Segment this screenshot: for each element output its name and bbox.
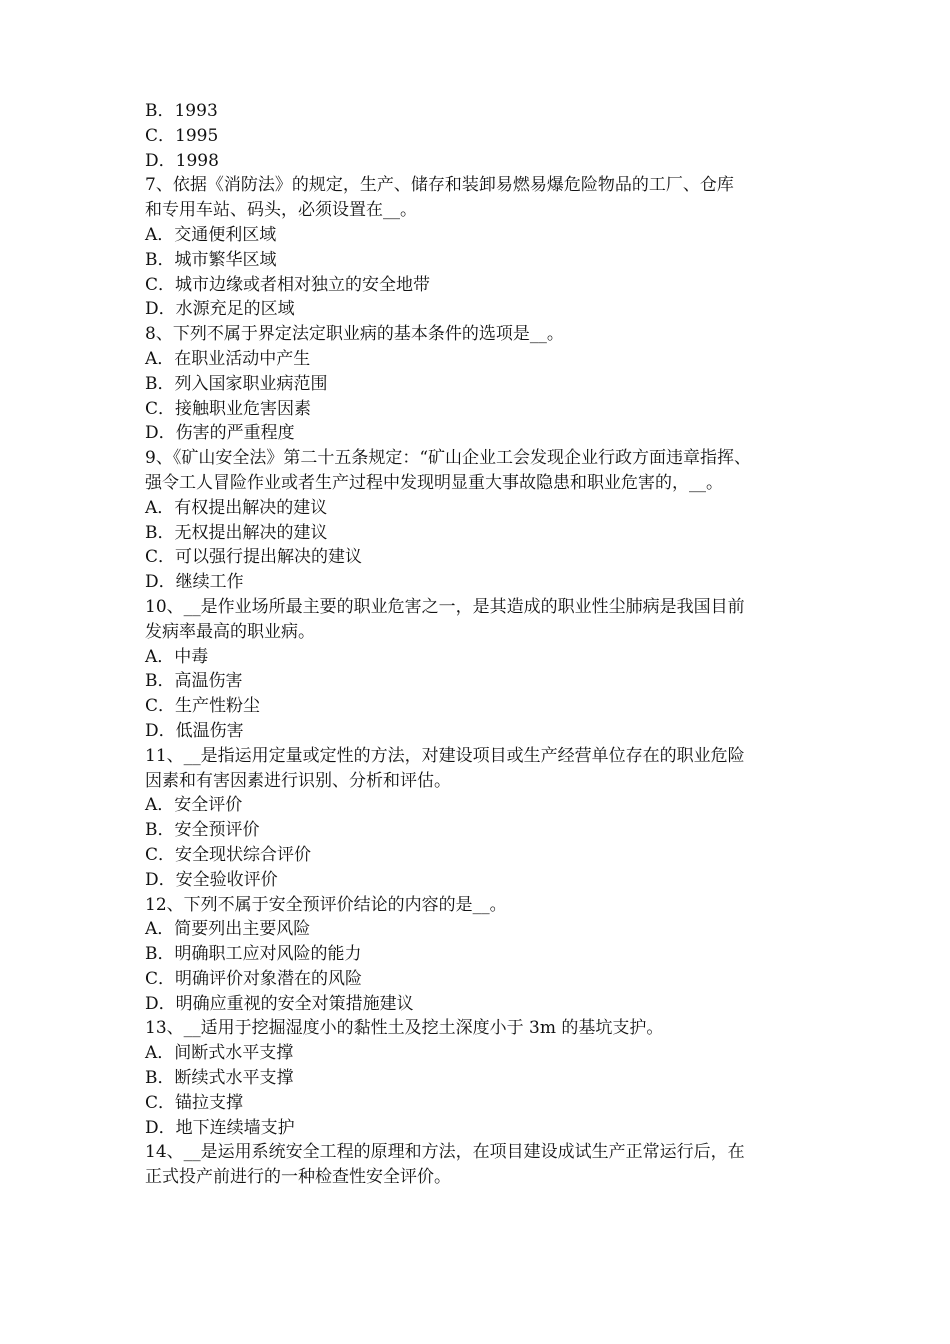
question-7 — [145, 173, 810, 322]
document-page — [145, 99, 810, 1190]
option-line: B．安全预评价 — [145, 820, 260, 841]
question-text: 11、__是指运用定量或定性的方法，对建设项目或生产经营单位存在的职业危险 — [145, 745, 745, 766]
option-line: B．1993 — [145, 101, 218, 121]
option-line: D．继续工作 — [145, 572, 244, 593]
option-line: A．有权提出解决的建议 — [145, 497, 328, 518]
question-9 — [145, 446, 810, 595]
question-8 — [145, 322, 810, 446]
option-line: D．伤害的严重程度 — [145, 423, 295, 444]
option-line: C．接触职业危害因素 — [145, 398, 312, 419]
option-line: B．断续式水平支撑 — [145, 1068, 294, 1089]
option-line: A．安全评价 — [145, 795, 243, 816]
question-13 — [145, 1016, 810, 1140]
question-text: 10、__是作业场所最主要的职业危害之一，是其造成的职业性尘肺病是我国目前 — [145, 596, 745, 617]
option-line: C．1995 — [145, 125, 219, 146]
option-line: D．明确应重视的安全对策措施建议 — [145, 993, 414, 1014]
option-line: D．安全验收评价 — [145, 869, 278, 890]
question-text: 发病率最高的职业病。 — [145, 621, 315, 642]
option-line: D．低温伤害 — [145, 720, 244, 741]
question-text: 8、下列不属于界定法定职业病的基本条件的选项是__。 — [145, 324, 564, 345]
option-line: B．明确职工应对风险的能力 — [145, 944, 362, 965]
question-text: 9、《矿山安全法》第二十五条规定：“矿山企业工会发现企业行政方面违章指挥、 — [145, 448, 752, 469]
question-text: 和专用车站、码头，必须设置在__。 — [145, 200, 417, 221]
question-text: 12、下列不属于安全预评价结论的内容的是__。 — [145, 894, 507, 915]
question-12 — [145, 893, 810, 1017]
lead-options — [145, 99, 810, 173]
option-line: B．城市繁华区域 — [145, 249, 277, 270]
option-line: C．锚拉支撑 — [145, 1092, 244, 1113]
option-line: C．安全现状综合评价 — [145, 844, 312, 865]
option-line: C．生产性粉尘 — [145, 696, 261, 717]
option-line: B．高温伤害 — [145, 671, 243, 692]
question-10 — [145, 595, 810, 744]
question-text: 正式投产前进行的一种检查性安全评价。 — [145, 1167, 451, 1188]
option-line: A．中毒 — [145, 646, 209, 667]
option-line: C．可以强行提出解决的建议 — [145, 547, 363, 568]
question-text: 7、依据《消防法》的规定，生产、储存和装卸易燃易爆危险物品的工厂、仓库 — [145, 175, 734, 196]
question-text: 强令工人冒险作业或者生产过程中发现明显重大事故隐患和职业危害的，__。 — [145, 472, 723, 493]
option-line: D．水源充足的区域 — [145, 299, 295, 320]
question-text: 14、__是运用系统安全工程的原理和方法，在项目建设成试生产正常运行后，在 — [145, 1142, 745, 1163]
question-text: 13、__适用于挖掘湿度小的黏性土及挖土深度小于 3m 的基坑支护。 — [145, 1018, 664, 1039]
option-line: A．交通便利区域 — [145, 224, 277, 245]
question-11 — [145, 744, 810, 893]
option-line: A．间断式水平支撑 — [145, 1043, 294, 1064]
option-line: D．1998 — [145, 150, 219, 171]
option-line: A．在职业活动中产生 — [145, 348, 311, 369]
question-14 — [145, 1140, 810, 1190]
option-line: A．简要列出主要风险 — [145, 919, 311, 940]
option-line: C．明确评价对象潜在的风险 — [145, 968, 363, 989]
option-line: B．无权提出解决的建议 — [145, 522, 328, 543]
option-line: C．城市边缘或者相对独立的安全地带 — [145, 274, 431, 295]
question-text: 因素和有害因素进行识别、分析和评估。 — [145, 770, 451, 791]
option-line: D．地下连续墙支护 — [145, 1117, 295, 1138]
option-line: B．列入国家职业病范围 — [145, 373, 328, 394]
